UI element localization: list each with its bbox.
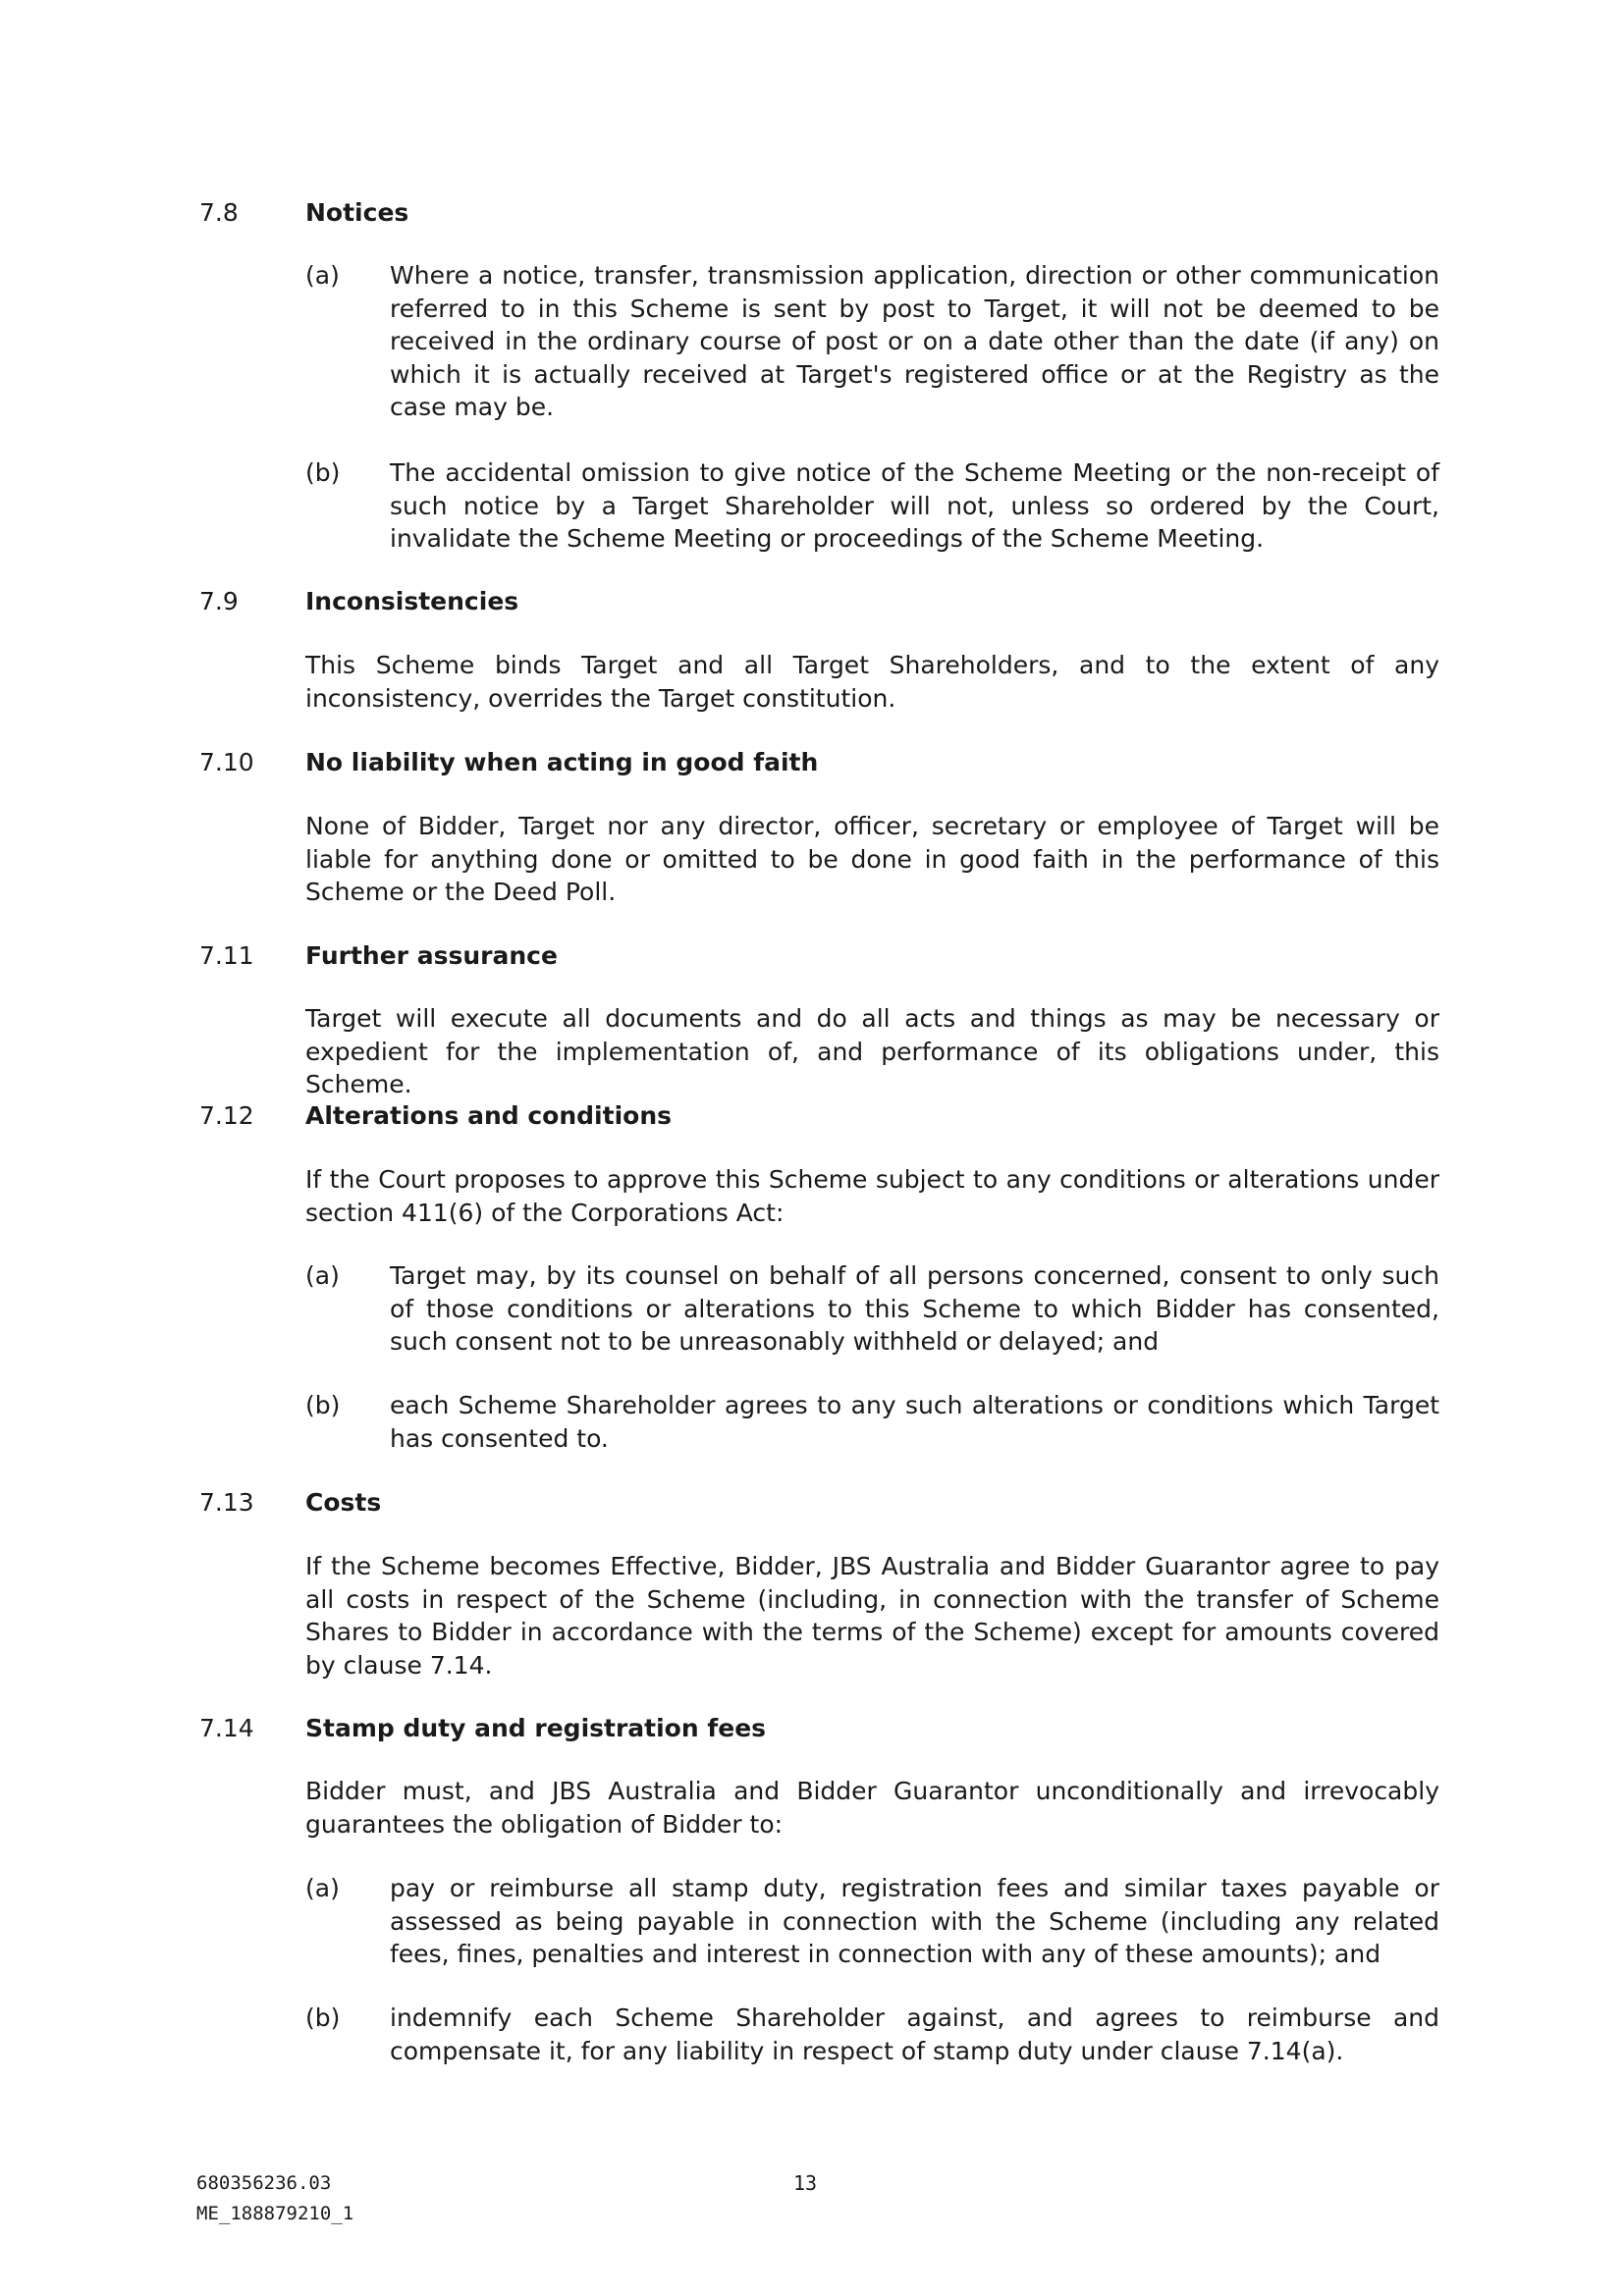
clause-number: 7.10 <box>199 748 254 776</box>
clause-number: 7.14 <box>199 1714 254 1742</box>
clause-number: 7.9 <box>199 587 239 615</box>
clause-heading: Alterations and conditions <box>305 1101 672 1130</box>
clause-body: This Scheme binds Target and all Target Shareholders, and to the extent of any inconsistency, overrides the Target constitution. <box>305 651 1439 713</box>
clause-number: 7.8 <box>199 198 239 227</box>
clause-number: 7.11 <box>199 941 254 970</box>
clause-heading: Notices <box>305 198 409 227</box>
item-label: (b) <box>305 458 341 487</box>
clause-body: Bidder must, and JBS Australia and Bidder Guarantor unconditionally and irrevocably guarantees the obligation of Bidder to: <box>305 1777 1439 1839</box>
clause-heading: Costs <box>305 1488 382 1517</box>
item-label: (a) <box>305 261 340 290</box>
item-text: Where a notice, transfer, transmission application, direction or other communication referred to in this Scheme is sent by post to Target, it will not be deemed to be received in the ordinary course of post or on a date other than the date (if any) on which it is actually received at Target's registered office or at the Registry as the case may be. <box>390 261 1439 422</box>
item-text: The accidental omission to give notice of the Scheme Meeting or the non-receipt of such notice by a Target Shareholder will not, unless so ordered by the Court, invalidate the Scheme Meeting or proceedings of the Scheme Meeting. <box>390 458 1439 554</box>
item-label: (b) <box>305 1391 341 1419</box>
clause-heading: Inconsistencies <box>305 587 519 615</box>
page-number: 13 <box>793 2171 818 2195</box>
footer-doc-ref: 680356236.03 <box>196 2172 332 2194</box>
clause-heading: No liability when acting in good faith <box>305 748 819 776</box>
item-text: Target may, by its counsel on behalf of all persons concerned, consent to only such of those conditions or alterations to this Scheme to which Bidder has consented, such consent not to be unreasonably withheld or delayed; and <box>390 1261 1439 1357</box>
item-label: (a) <box>305 1874 340 1902</box>
clause-number: 7.13 <box>199 1488 254 1517</box>
clause-number: 7.12 <box>199 1101 254 1130</box>
item-label: (a) <box>305 1261 340 1290</box>
clause-body: Target will execute all documents and do all acts and things as may be necessary or expedient for the implementation of, and performance of its obligations under, this Scheme. <box>305 1004 1439 1099</box>
footer-doc-ref-secondary: ME_188879210_1 <box>196 2203 354 2224</box>
clause-heading: Stamp duty and registration fees <box>305 1714 767 1742</box>
clause-body: If the Court proposes to approve this Scheme subject to any conditions or alterations under section 411(6) of the Corporations Act: <box>305 1165 1439 1227</box>
clause-body: If the Scheme becomes Effective, Bidder, JBS Australia and Bidder Guarantor agree to pay all costs in respect of the Scheme (including, in connection with the transfer of Scheme Shares to Bidder in accordance with the terms of the Scheme) except for amounts covered by clause 7.14. <box>305 1552 1439 1680</box>
clause-body: None of Bidder, Target nor any director, officer, secretary or employee of Target will be liable for anything done or omitted to be done in good faith in the performance of this Scheme or the Deed Poll. <box>305 812 1439 907</box>
item-label: (b) <box>305 2003 341 2032</box>
clause-heading: Further assurance <box>305 941 558 970</box>
item-text: indemnify each Scheme Shareholder against, and agrees to reimburse and compensate it, for any liability in respect of stamp duty under clause 7.14(a). <box>390 2003 1439 2065</box>
item-text: each Scheme Shareholder agrees to any such alterations or conditions which Target has consented to. <box>390 1391 1439 1453</box>
item-text: pay or reimburse all stamp duty, registration fees and similar taxes payable or assessed as being payable in connection with the Scheme (including any related fees, fines, penalties and interest in connection with any of these amounts); and <box>390 1874 1439 1969</box>
